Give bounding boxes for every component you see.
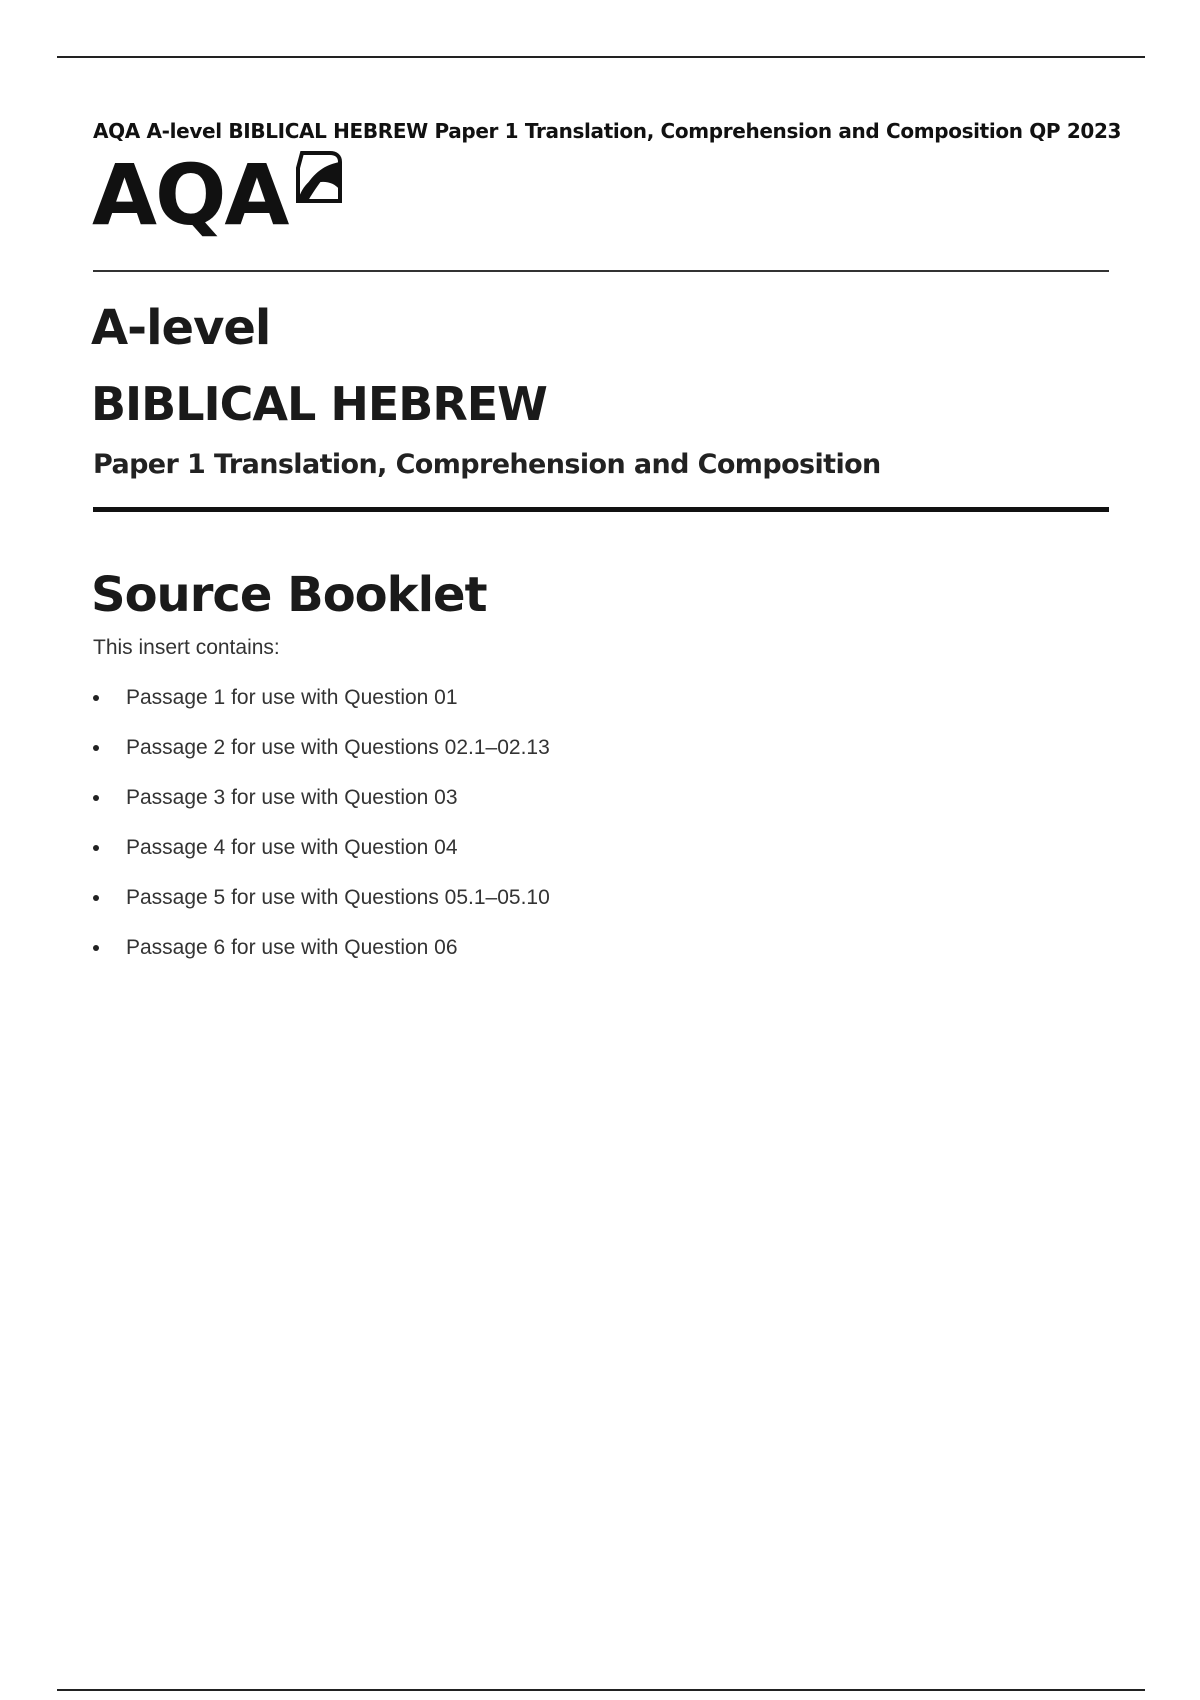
bullet-icon <box>93 745 99 751</box>
bullet-icon <box>93 845 99 851</box>
list-item <box>93 880 550 930</box>
list-item-label: Passage 6 for use with Question 06 <box>126 936 458 959</box>
bullet-icon <box>93 795 99 801</box>
title-divider <box>93 507 1109 512</box>
bullet-icon <box>93 895 99 901</box>
booklet-title: Source Booklet <box>91 567 487 623</box>
bullet-icon <box>93 695 99 701</box>
list-item-label: Passage 3 for use with Question 03 <box>126 786 458 809</box>
aqa-logo <box>92 146 362 244</box>
list-item-label: Passage 2 for use with Questions 02.1–02.13 <box>126 736 550 759</box>
bullet-icon <box>93 945 99 951</box>
subject-title: BIBLICAL HEBREW <box>91 377 547 431</box>
list-item-label: Passage 1 for use with Question 01 <box>126 686 458 709</box>
contents-list <box>93 680 550 980</box>
list-item <box>93 780 550 830</box>
document-header-title: AQA A-level BIBLICAL HEBREW Paper 1 Translation, Comprehension and Composition QP 2023 <box>93 119 1122 143</box>
header-divider <box>93 270 1109 272</box>
aqa-leaf-icon <box>294 150 344 205</box>
list-item <box>93 680 550 730</box>
list-item-label: Passage 4 for use with Question 04 <box>126 836 458 859</box>
aqa-logo-text: AQA <box>92 146 288 244</box>
list-item <box>93 830 550 880</box>
qualification-level: A-level <box>91 300 271 356</box>
paper-title: Paper 1 Translation, Comprehension and Composition <box>93 449 881 480</box>
page-top-rule <box>57 56 1145 58</box>
list-item <box>93 730 550 780</box>
list-item <box>93 930 550 980</box>
page-bottom-rule <box>57 1689 1145 1691</box>
insert-intro: This insert contains: <box>93 636 280 659</box>
list-item-label: Passage 5 for use with Questions 05.1–05.10 <box>126 886 550 909</box>
